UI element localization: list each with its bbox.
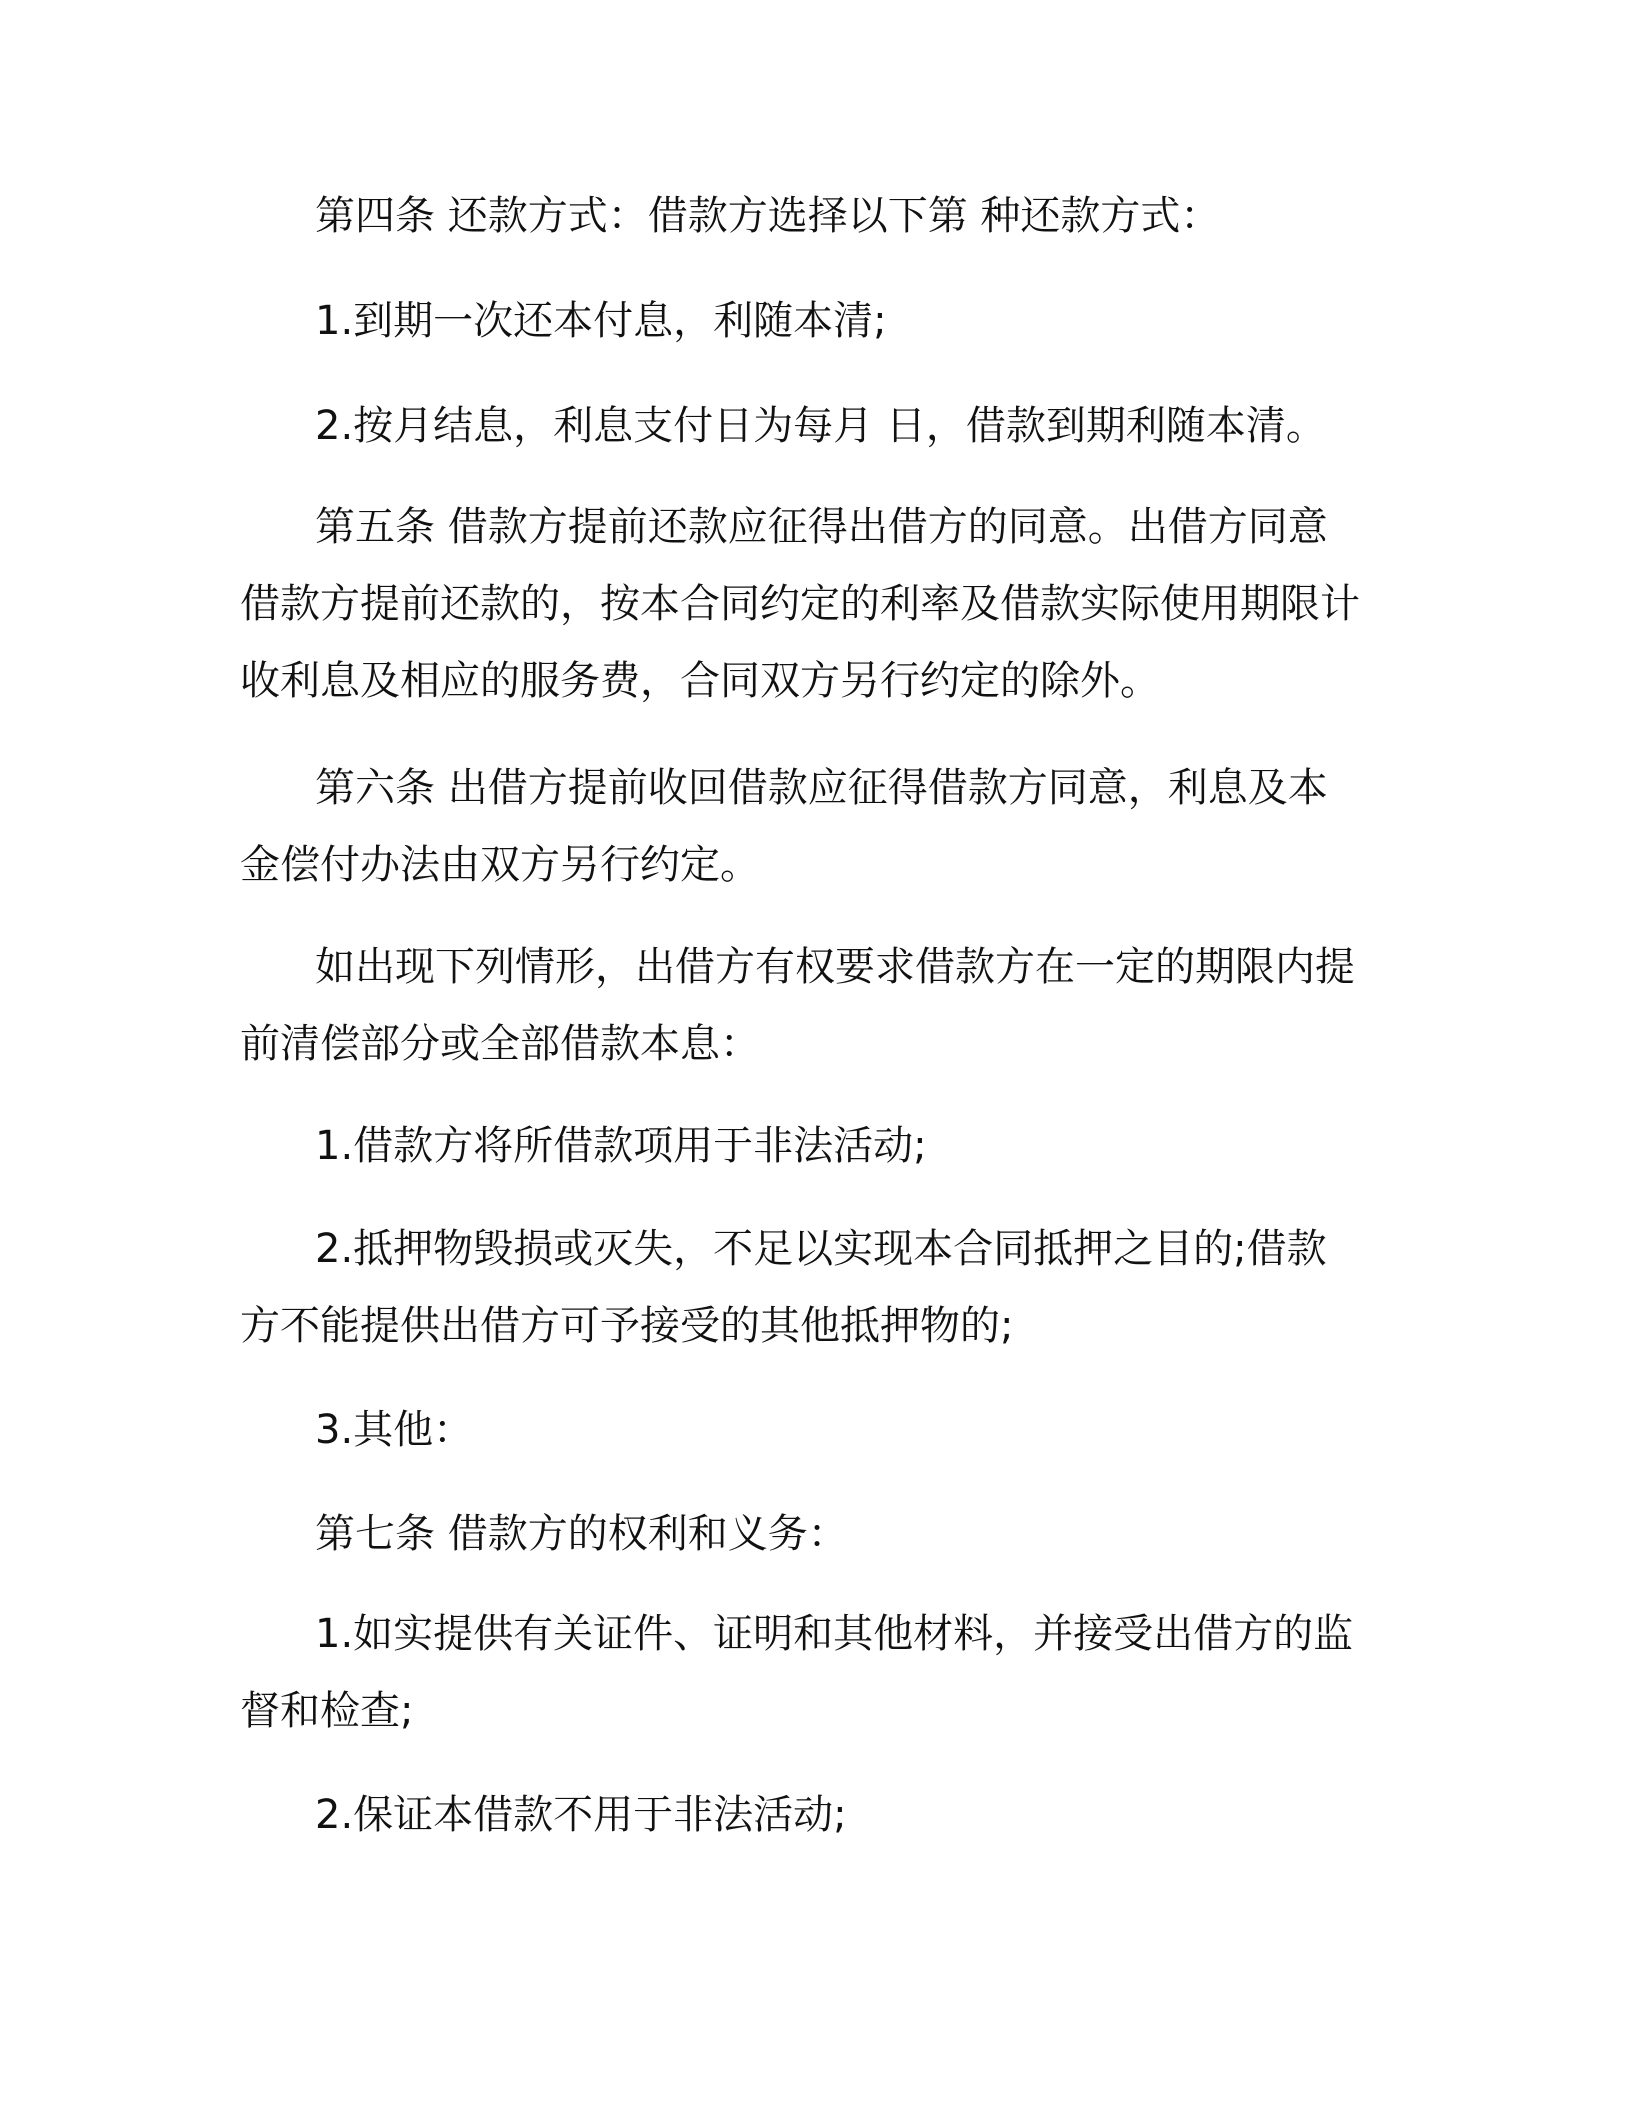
paragraph-article-7: 第七条 借款方的权利和义务：: [315, 1511, 848, 1557]
paragraph-article-4: 第四条 还款方式：借款方选择以下第 种还款方式：: [315, 193, 1221, 239]
paragraph-article-5: 第五条 借款方提前还款应征得出借方的同意。出借方同意借款方提前还款的，按本合同约定的利率及借款实际使用期限计收利息及相应的服务费，合同双方另行约定的除外。: [240, 504, 1360, 704]
paragraph-repay-option-1: 1.到期一次还本付息，利随本清;: [315, 298, 887, 344]
paragraph-condition-2: 2.抵押物毁损或灭失，不足以实现本合同抵押之目的;借款方不能提供出借方可予接受的其他抵押物的;: [240, 1226, 1327, 1349]
paragraph-borrower-duty-1: 1.如实提供有关证件、证明和其他材料，并接受出借方的监督和检查;: [240, 1611, 1354, 1734]
paragraph-article-6: 第六条 出借方提前收回借款应征得借款方同意，利息及本金偿付办法由双方另行约定。: [240, 765, 1328, 888]
paragraph-early-repayment-conditions: 如出现下列情形，出借方有权要求借款方在一定的期限内提前清偿部分或全部借款本息：: [240, 944, 1355, 1067]
paragraph-repay-option-2: 2.按月结息，利息支付日为每月 日，借款到期利随本清。: [315, 403, 1326, 449]
paragraph-borrower-duty-2: 2.保证本借款不用于非法活动;: [315, 1792, 847, 1838]
paragraph-condition-3: 3.其他：: [315, 1407, 474, 1453]
paragraph-condition-1: 1.借款方将所借款项用于非法活动;: [315, 1123, 927, 1169]
